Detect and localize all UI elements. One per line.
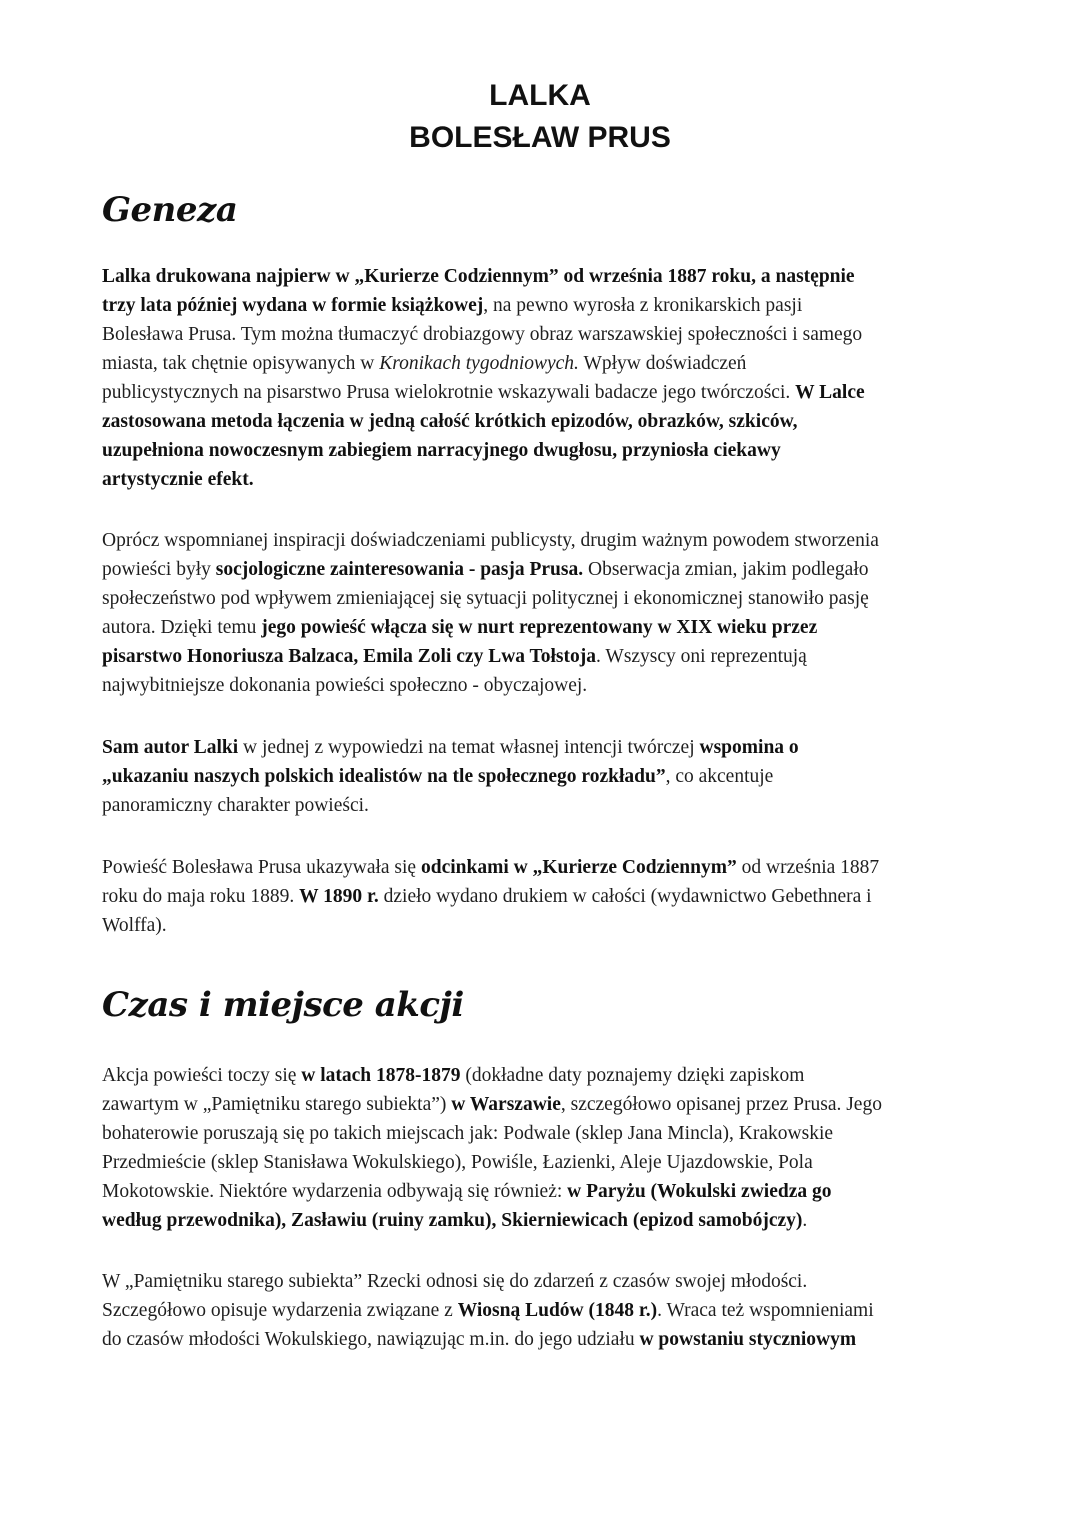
text-line <box>102 1177 982 1206</box>
bold-text: według przewodnika), Zasławiu (ruiny zamku), Skierniewicach (epizod samobójczy) <box>102 1210 803 1231</box>
paragraph <box>102 262 982 494</box>
bold-text: w latach 1878-1879 <box>301 1065 461 1086</box>
text-line <box>102 1090 982 1119</box>
bold-text: w Warszawie <box>451 1094 561 1115</box>
text-run: dzieło wydano drukiem w całości (wydawnictwo Gebethnera i <box>378 886 872 907</box>
bold-text: wspomina o <box>699 737 799 758</box>
document-title: LALKA <box>489 79 591 112</box>
text-run: , szczegółowo opisanej przez Prusa. Jego <box>560 1094 882 1115</box>
paragraph <box>102 733 982 820</box>
text-line <box>102 584 982 613</box>
text-line <box>102 791 982 820</box>
section-heading-czas-i-miejsce: Czas i miejsce akcji <box>102 985 464 1025</box>
paragraph <box>102 526 982 700</box>
text-run: autora. Dzięki temu <box>102 617 262 638</box>
text-run: Wpływ doświadczeń <box>578 353 747 374</box>
bold-text: artystycznie efekt. <box>102 469 254 490</box>
bold-text: Lalka drukowana najpierw w „Kurierze Codziennym” od września 1887 roku, a następnie <box>102 266 855 287</box>
text-run: do czasów młodości Wokulskiego, nawiązując m.in. do jego udziału <box>102 1329 640 1350</box>
text-run: Przedmieście (sklep Stanisława Wokulskiego), Powiśle, Łazienki, Aleje Ujazdowskie, Pola <box>102 1152 813 1173</box>
text-line <box>102 407 982 436</box>
text-run: W „Pamiętniku starego subiekta” Rzecki odnosi się do zdarzeń z czasów swojej młodości. <box>102 1271 808 1292</box>
text-line <box>102 1296 982 1325</box>
bold-text: trzy lata później wydana w formie książkowej <box>102 295 484 316</box>
text-line <box>102 853 982 882</box>
bold-text: W Lalce <box>795 382 865 403</box>
text-line <box>102 465 982 494</box>
bold-text: zastosowana metoda łączenia w jedną całość krótkich epizodów, obrazków, szkiców, <box>102 411 798 432</box>
text-run: . Wraca też wspomnieniami <box>657 1300 874 1321</box>
text-line <box>102 1061 982 1090</box>
text-line <box>102 378 982 407</box>
text-line <box>102 762 982 791</box>
text-run: , co akcentuje <box>665 766 774 787</box>
text-line <box>102 555 982 584</box>
text-line <box>102 911 982 940</box>
bold-text: socjologiczne zainteresowania - pasja Prusa. <box>215 559 584 580</box>
text-line <box>102 642 982 671</box>
bold-text: jego powieść włącza się w nurt reprezentowany w XIX wieku przez <box>261 617 818 638</box>
text-run: (dokładne daty poznajemy dzięki zapiskom <box>460 1065 805 1086</box>
text-run: Mokotowskie. Niektóre wydarzenia odbywają się również: <box>102 1181 568 1202</box>
text-run: Powieść Bolesława Prusa ukazywała się <box>102 857 421 878</box>
text-run: najwybitniejsze dokonania powieści społeczno - obyczajowej. <box>102 675 588 696</box>
bold-text: W 1890 r. <box>299 886 379 907</box>
text-run: Obserwacja zmian, jakim podlegało <box>583 559 869 580</box>
text-run: bohaterowie poruszają się po takich miejscach jak: Podwale (sklep Jana Mincla), Krakowskie <box>102 1123 834 1144</box>
text-run: panoramiczny charakter powieści. <box>102 795 369 816</box>
text-line <box>102 1119 982 1148</box>
document-author: BOLESŁAW PRUS <box>409 121 671 154</box>
paragraph <box>102 1267 982 1354</box>
text-run: , na pewno wyrosła z kronikarskich pasji <box>483 295 803 316</box>
text-line <box>102 1206 982 1235</box>
bold-text: odcinkami w „Kurierze Codziennym” <box>420 857 737 878</box>
bold-text: w powstaniu styczniowym <box>639 1329 857 1350</box>
text-run: od września 1887 <box>736 857 880 878</box>
section-heading-geneza: Geneza <box>102 190 238 230</box>
text-run: Szczegółowo opisuje wydarzenia związane z <box>102 1300 458 1321</box>
text-line <box>102 349 982 378</box>
text-run: . Wszyscy oni reprezentują <box>596 646 807 667</box>
text-line <box>102 436 982 465</box>
text-line <box>102 613 982 642</box>
text-line <box>102 671 982 700</box>
text-run: społeczeństwo pod wpływem zmieniającej się sytuacji politycznej i ekonomicznej stanowiło pasję <box>102 588 869 609</box>
text-line <box>102 1267 982 1296</box>
text-line <box>102 1148 982 1177</box>
bold-text: Wiosną Ludów (1848 r.) <box>457 1300 658 1321</box>
text-run: Oprócz wspomnianej inspiracji doświadczeniami publicysty, drugim ważnym powodem stworzenia <box>102 530 879 551</box>
text-line <box>102 291 982 320</box>
text-line <box>102 882 982 911</box>
bold-text: „ukazaniu naszych polskich idealistów na tle społecznego rozkładu” <box>102 766 666 787</box>
text-line <box>102 262 982 291</box>
text-run: w jednej z wypowiedzi na temat własnej intencji twórczej <box>238 737 700 758</box>
text-run: . <box>802 1210 808 1231</box>
text-run: publicystycznych na pisarstwo Prusa wielokrotnie wskazywali badacze jego twórczości. <box>102 382 796 403</box>
text-run: roku do maja roku 1889. <box>102 886 300 907</box>
text-run: zawartym w „Pamiętniku starego subiekta”) <box>102 1094 452 1115</box>
text-run: Akcja powieści toczy się <box>102 1065 302 1086</box>
paragraph <box>102 853 982 940</box>
bold-text: w Paryżu (Wokulski zwiedza go <box>567 1181 832 1202</box>
text-line <box>102 320 982 349</box>
bold-text: Sam autor Lalki <box>102 737 239 758</box>
text-run: miasta, tak chętnie opisywanych w <box>102 353 380 374</box>
text-run: powieści były <box>102 559 216 580</box>
text-run: Bolesława Prusa. Tym można tłumaczyć drobiazgowy obraz warszawskiej społeczności i samego <box>102 324 863 345</box>
text-line <box>102 1325 982 1354</box>
paragraph <box>102 1061 982 1235</box>
text-run: Wolffa). <box>102 915 167 936</box>
bold-text: uzupełniona nowoczesnym zabiegiem narracyjnego dwugłosu, przyniosła ciekawy <box>102 440 781 461</box>
italic-text: Kronikach tygodniowych. <box>379 353 579 374</box>
bold-text: pisarstwo Honoriusza Balzaca, Emila Zoli czy Lwa Tołstoja <box>102 646 597 667</box>
text-line <box>102 733 982 762</box>
text-line <box>102 526 982 555</box>
